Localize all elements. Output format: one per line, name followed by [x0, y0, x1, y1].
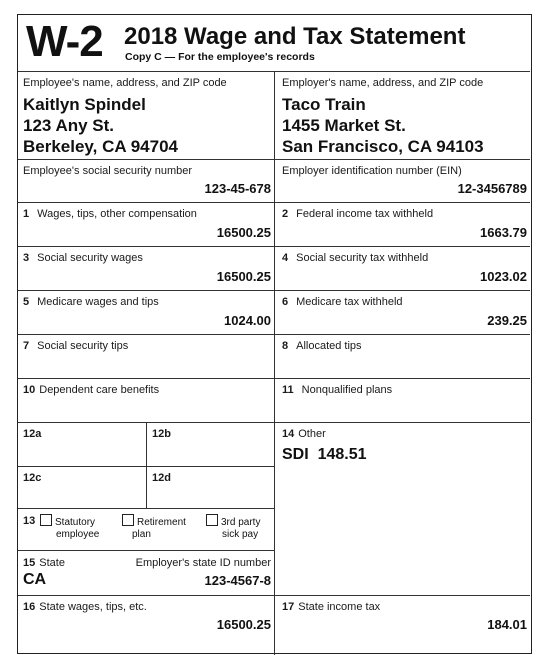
form-title: 2018 Wage and Tax Statement: [124, 23, 466, 50]
employer-street: 1455 Market St.: [282, 116, 406, 135]
box17-label: 17 State income tax: [282, 601, 381, 613]
box3-value: 16500.25: [216, 269, 271, 284]
box3-label: 3 Social security wages: [23, 252, 143, 264]
box7-label: 7 Social security tips: [23, 340, 129, 352]
checkbox-square[interactable]: [122, 514, 134, 526]
statutory-employee-checkbox[interactable]: Statutory employee: [40, 514, 99, 541]
box14-value: 148.51: [317, 446, 367, 463]
rule: [274, 71, 275, 655]
box5-label: 5 Medicare wages and tips: [23, 296, 159, 308]
w2-form: [17, 14, 532, 654]
third-party-sick-pay-checkbox[interactable]: 3rd party sick pay: [206, 514, 260, 541]
rule: [18, 550, 274, 551]
box16-label: 16 State wages, tips, etc.: [23, 601, 147, 613]
employee-city: Berkeley, CA 94704: [23, 137, 178, 156]
employee-name: Kaitlyn Spindel: [23, 95, 146, 114]
state-code: CA: [23, 571, 47, 588]
box10-label: 10 Dependent care benefits: [23, 384, 160, 396]
ein-label: Employer identification number (EIN): [282, 165, 462, 177]
box13-num: 13: [23, 515, 36, 527]
box6-value: 239.25: [487, 313, 527, 328]
state-id-value: 123-4567-8: [204, 573, 271, 588]
employee-street: 123 Any St.: [23, 116, 115, 135]
form-subtitle: Copy C — For the employee's records: [125, 51, 315, 63]
box6-label: 6 Medicare tax withheld: [282, 296, 403, 308]
ein-value: 12-3456789: [457, 181, 527, 196]
box4-label: 4 Social security tax withheld: [282, 252, 429, 264]
box11-label: 11 Nonqualified plans: [282, 384, 393, 396]
box12c-label: 12c: [23, 472, 42, 484]
box8-label: 8 Allocated tips: [282, 340, 362, 352]
form-code: W-2: [26, 17, 103, 66]
box1-value: 16500.25: [216, 225, 271, 240]
box12a-label: 12a: [23, 428, 42, 440]
box14-entry: [282, 446, 367, 464]
box15-label: 15 State: [23, 557, 65, 569]
ssn-label: Employee's social security number: [23, 165, 193, 177]
employer-label: Employer's name, address, and ZIP code: [282, 77, 484, 89]
box4-value: 1023.02: [480, 269, 527, 284]
rule: [146, 422, 147, 508]
box12b-label: 12b: [152, 428, 171, 440]
box2-label: 2 Federal income tax withheld: [282, 208, 434, 220]
box12d-label: 12d: [152, 472, 171, 484]
box16-value: 16500.25: [216, 617, 271, 632]
ssn-value: 123-45-678: [204, 181, 271, 196]
rule: [18, 508, 274, 509]
box14-label: 14 Other: [282, 428, 326, 440]
box5-value: 1024.00: [224, 313, 271, 328]
state-id-label: Employer's state ID number: [135, 557, 271, 569]
checkbox-square[interactable]: [206, 514, 218, 526]
checkbox-square[interactable]: [40, 514, 52, 526]
retirement-plan-checkbox[interactable]: Retirement plan: [122, 514, 186, 541]
box1-label: 1 Wages, tips, other compensation: [23, 208, 197, 220]
box17-value: 184.01: [487, 617, 527, 632]
employer-name: Taco Train: [282, 95, 366, 114]
employee-label: Employee's name, address, and ZIP code: [23, 77, 227, 89]
employer-city: San Francisco, CA 94103: [282, 137, 484, 156]
box2-value: 1663.79: [480, 225, 527, 240]
box14-code: SDI: [282, 446, 309, 463]
